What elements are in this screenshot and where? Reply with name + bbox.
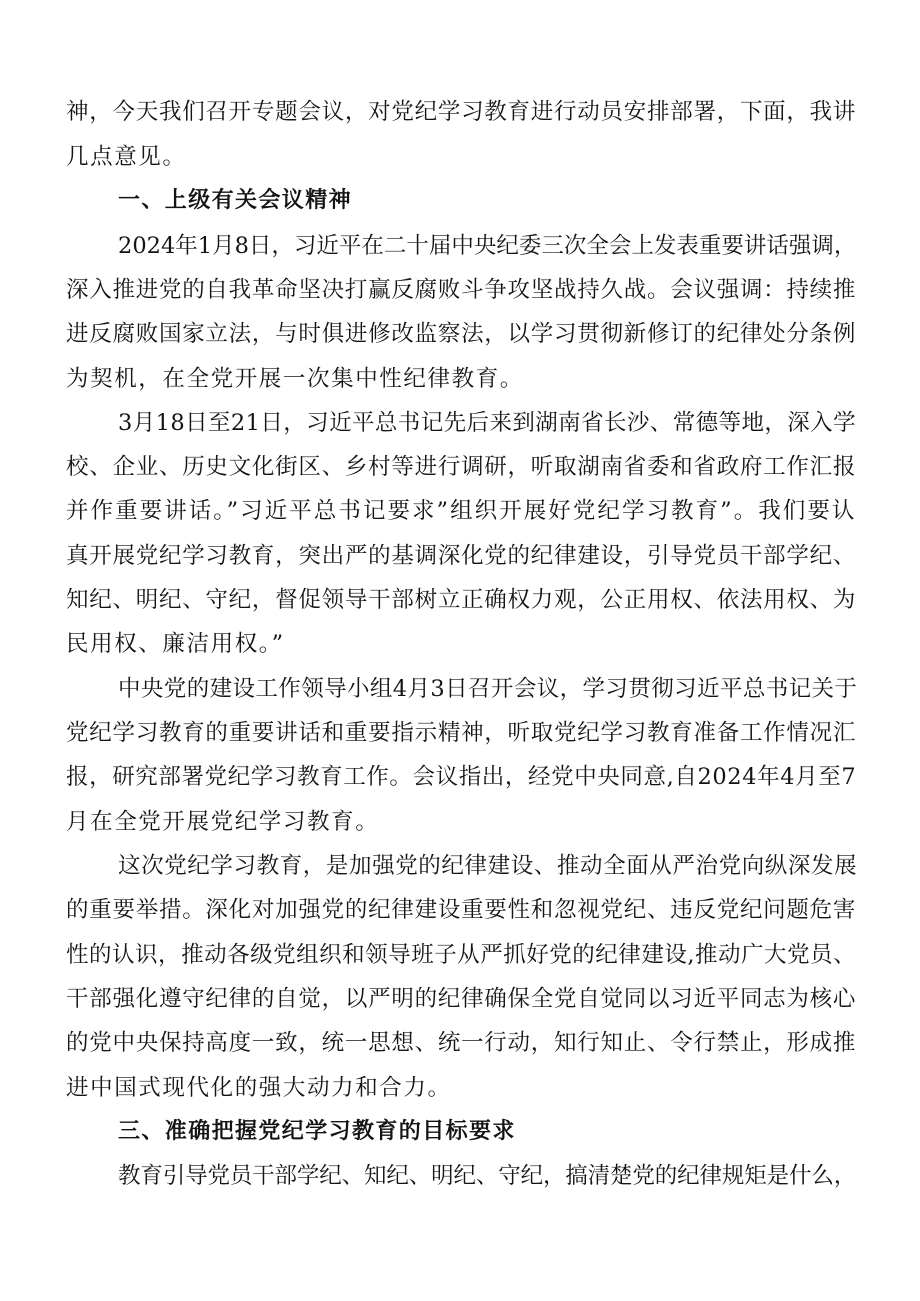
paragraph-line: 月在全党开展党纪学习教育。 xyxy=(66,809,380,835)
paragraph-line: 教育引导党员干部学纪、知纪、明纪、守纪，搞清楚党的纪律规矩是什么， xyxy=(118,1163,856,1189)
paragraph-line: 干部强化遵守纪律的自觉，以严明的纪律确保全党自觉同以习近平同志为核心 xyxy=(66,986,856,1012)
paragraph-line: 这次党纪学习教育，是加强党的纪律建设、推动全面从严治党向纵深发展 xyxy=(118,853,858,879)
paragraph-line: 的党中央保持高度一致，统一思想、统一行动，知行知止、令行禁止，形成推 xyxy=(66,1030,856,1056)
section-heading: 一、上级有关会议精神 xyxy=(118,188,353,213)
paragraph-line: 几点意见。 xyxy=(66,144,187,170)
section-heading: 三、准确把握党纪学习教育的目标要求 xyxy=(118,1119,516,1144)
paragraph-line: 为契机，在全党开展一次集中性纪律教育。 xyxy=(66,366,524,392)
paragraph-line: 党纪学习教育的重要讲话和重要指示精神，听取党纪学习教育准备工作情况汇 xyxy=(66,720,856,746)
paragraph-line: 进中国式现代化的强大动力和合力。 xyxy=(66,1075,452,1101)
paragraph-line: 中央党的建设工作领导小组4月3日召开会议，学习贯彻习近平总书记关于 xyxy=(118,676,858,702)
paragraph-line: 并作重要讲话。”习近平总书记要求”组织开展好党纪学习教育”。我们要认 xyxy=(66,498,856,524)
paragraph-line: 校、企业、历史文化街区、乡村等进行调研，听取湖南省委和省政府工作汇报 xyxy=(66,454,856,480)
paragraph-line: 真开展党纪学习教育，突出严的基调深化党的纪律建设，引导党员干部学纪、 xyxy=(66,543,856,569)
paragraph-line: 3月18日至21日，习近平总书记先后来到湖南省长沙、常德等地，深入学 xyxy=(118,410,856,436)
paragraph-line: 深入推进党的自我革命坚决打赢反腐败斗争攻坚战持久战。会议强调：持续推 xyxy=(66,277,856,303)
paragraph-line: 的重要举措。深化对加强党的纪律建设重要性和忽视党纪、违反党纪问题危害 xyxy=(66,897,856,923)
paragraph-line: 报，研究部署党纪学习教育工作。会议指出，经党中央同意,自2024年4月至7 xyxy=(66,764,857,790)
paragraph-line: 进反腐败国家立法，与时俱进修改监察法，以学习贯彻新修订的纪律处分条例 xyxy=(66,321,856,347)
paragraph-line: 知纪、明纪、守纪，督促领导干部树立正确权力观，公正用权、依法用权、为 xyxy=(66,587,856,613)
paragraph-line: 民用权、廉洁用权。” xyxy=(66,631,285,657)
paragraph-line: 性的认识，推动各级党组织和领导班子从严抓好党的纪律建设,推动广大党员、 xyxy=(66,942,856,968)
paragraph-line: 神，今天我们召开专题会议，对党纪学习教育进行动员安排部署，下面，我讲 xyxy=(66,99,856,125)
paragraph-line: 2024年1月8日，习近平在二十届中央纪委三次全会上发表重要讲话强调， xyxy=(118,233,857,259)
